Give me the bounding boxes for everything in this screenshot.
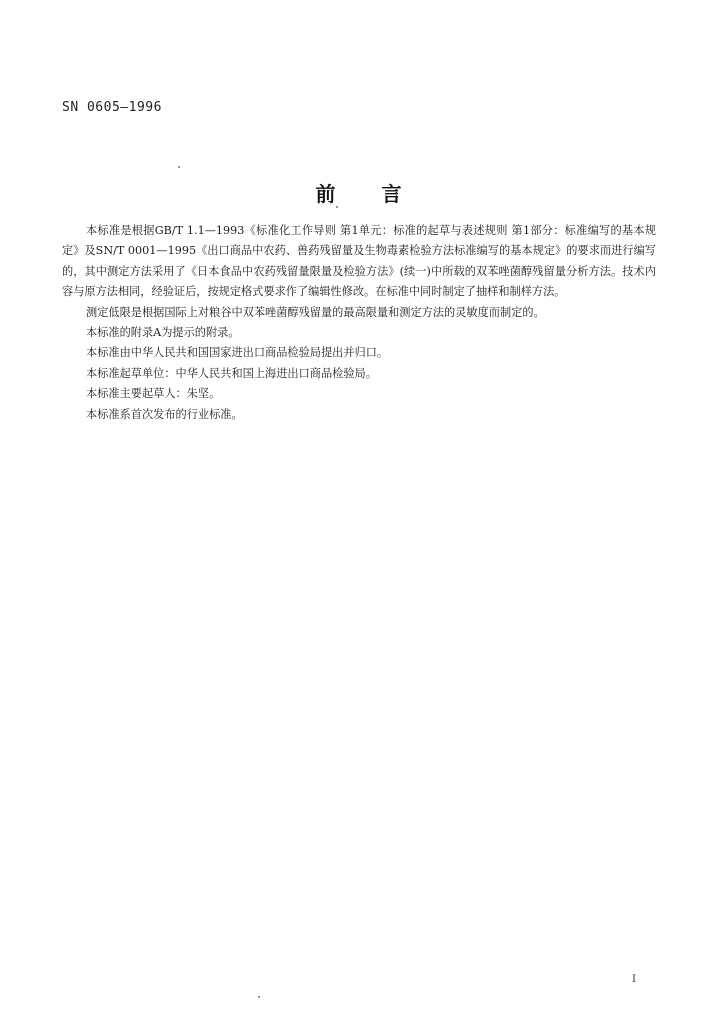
scan-speck — [336, 206, 338, 208]
paragraph-drafting-unit: 本标准起草单位：中华人民共和国上海进出口商品检验局。 — [86, 366, 377, 380]
scan-speck — [258, 996, 260, 998]
paragraph-basis: 本标准是根据GB/T 1.1—1993《标准化工作导则 第1单元：标准的起草与表述规则 第1部分：标准编写的基本规定》及SN/T 0001—1995《出口商品中农药、兽药残留量及生物毒素检验方法标准编写的基本规定》的要求而进行编写的，其中测定方法采用了《日本食品中农药残留量限量及检验方法》(续一)中所载的双苯唑菌醇残留量分析方法。技术内容与原方法相同，经验证后，按规定格式要求作了编辑性修改。在标准中同时制定了抽样和制样方法。 — [62, 224, 656, 299]
scan-speck — [178, 166, 180, 168]
paragraph-first-release: 本标准系首次发布的行业标准。 — [86, 407, 243, 421]
paragraph-detection-limit: 测定低限是根据国际上对粮谷中双苯唑菌醇残留量的最高限量和测定方法的灵敏度而制定的。 — [86, 305, 545, 319]
standard-code: SN 0605—1996 — [62, 100, 162, 115]
foreword-body — [62, 221, 656, 425]
page-title: 前言 — [315, 182, 448, 206]
paragraph-proposer: 本标准由中华人民共和国国家进出口商品检验局提出并归口。 — [86, 346, 389, 360]
paragraph-appendix: 本标准的附录A为提示的附录。 — [86, 326, 240, 340]
page-number: I — [632, 974, 636, 985]
paragraph-drafters: 本标准主要起草人：朱坚。 — [86, 387, 221, 401]
